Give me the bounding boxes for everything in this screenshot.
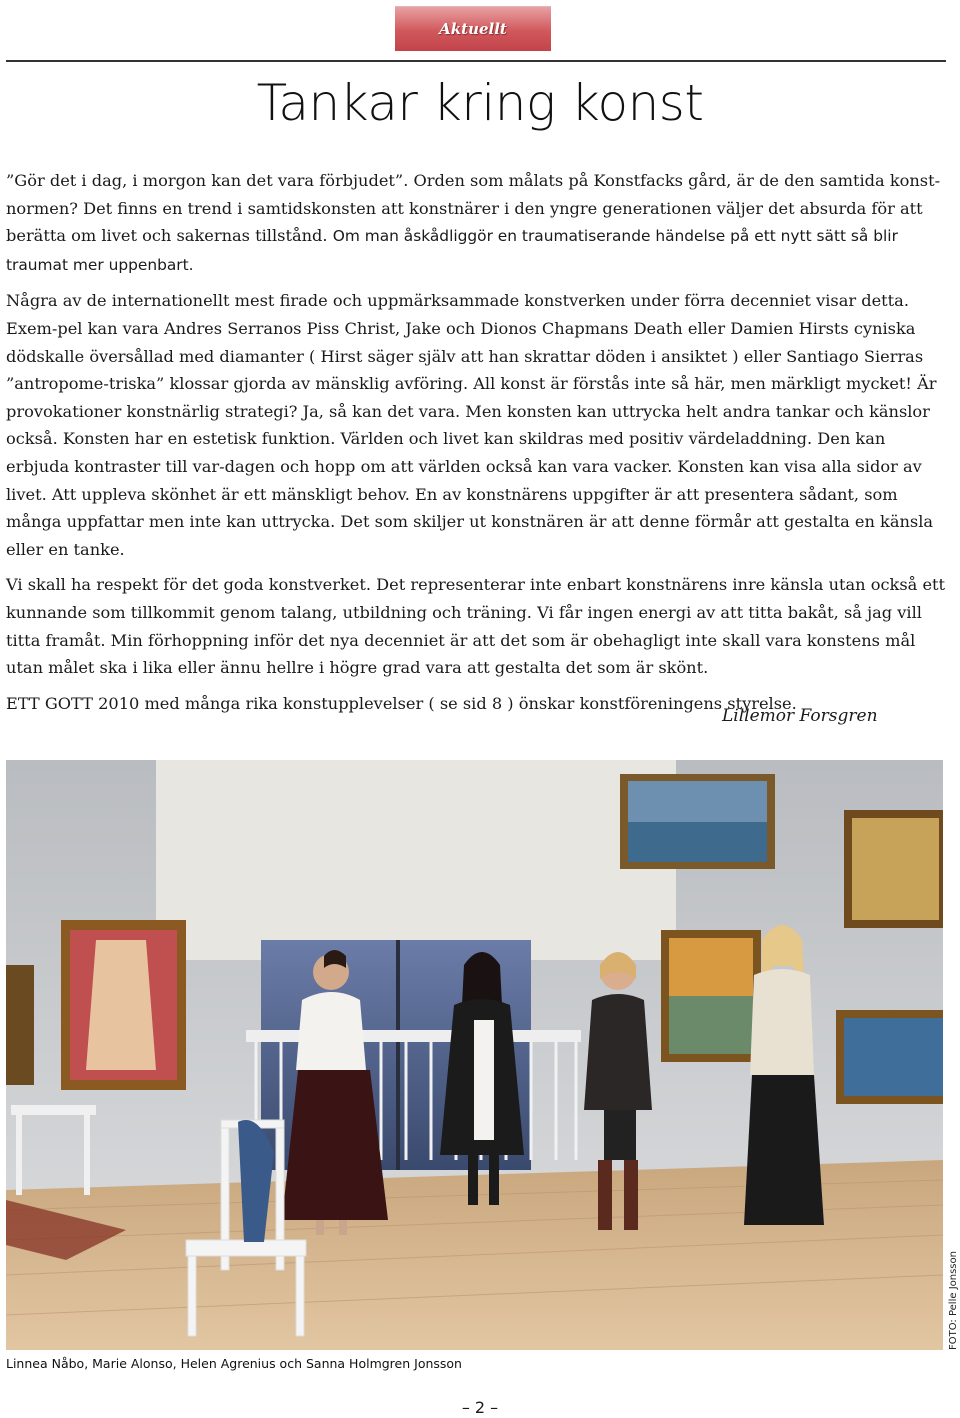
paragraph-2: Några av de internationellt mest firade och uppmärksammade konstverken under förra decenniet visar detta. Exem-pel kan vara Andres Serranos Piss Christ, Jake och Dionos Chapmans Death eller Damien Hirsts cyniska dödskalle översållad med diamanter ( Hirst säger själv att han skrattar döden i ansiktet ) eller Santiago Sierras ”antropome-triska” klossar gjorda av mänsklig avföring. All konst är förstås inte så här, men märkligt mycket! Är provokationer konstnärlig strategi? Ja, så kan det vara. Men konsten kan uttrycka helt andra tankar och känslor också. Konsten har en estetisk funktion. Världen och livet kan skildras med positiv värdeladdning. Den kan erbjuda kontraster till var-dagen och hopp om att världen också kan vara vacker. Konsten kan visa alla sidor av livet. Att uppleva skönhet är ett mänskligt behov. En av konstnärens uppgifter är att presentera sådant, som många uppfattar men inte kan uttrycka. Det som skiljer ut konstnären är att denne förmår att gestalta en känsla eller en tanke. xyxy=(6,291,937,559)
page-number: – 2 – xyxy=(461,1398,499,1417)
paragraph-4: ETT GOTT 2010 med många rika konstupplevelser ( se sid 8 ) önskar konstföreningens styrelse. xyxy=(6,693,797,713)
section-label: Aktuellt xyxy=(439,20,507,38)
article-title: Tankar kring konst xyxy=(256,74,704,132)
paragraph-3: Vi skall ha respekt för det goda konstverket. Det representerar inte enbart konstnärens inre känsla utan också ett kunnande som tillkommit genom talang, utbildning och träning. Vi får ingen energi av att titta bakåt, så jag vill titta framåt. Min förhoppning inför det nya decenniet är att det som är obehagligt inte skall vara konstens mål utan målet ska i lika eller ännu hellre i högre grad vara att gestalta det som är skönt. xyxy=(6,575,946,678)
section-tab xyxy=(395,6,551,51)
paragraph-intro xyxy=(6,167,946,279)
paragraph-intro-text: ”Gör det i dag, i morgon kan det vara förbjudet”. Orden som målats på Konstfacks gård, är de den samtida konst-normen? Det finns en trend i samtidskonsten att konstnärer i den yngre generationen väljer det absurda för att berätta om livet och sakernas tillstånd. xyxy=(6,171,941,246)
gallery-photo xyxy=(6,760,943,1350)
article-body xyxy=(6,167,946,725)
paragraph-intro-sans: Om man åskådliggör en traumatiserande händelse på ett nytt sätt så blir traumat mer uppenbart. xyxy=(6,227,898,274)
header-rule xyxy=(6,60,946,62)
photo-illustration xyxy=(6,760,943,1350)
photo-credit: FOTO: Pelle Jonsson xyxy=(948,1251,959,1350)
signature: Lillemor Forsgren xyxy=(722,706,878,726)
photo-caption: Linnea Nåbo, Marie Alonso, Helen Agrenius och Sanna Holmgren Jonsson xyxy=(6,1356,462,1371)
